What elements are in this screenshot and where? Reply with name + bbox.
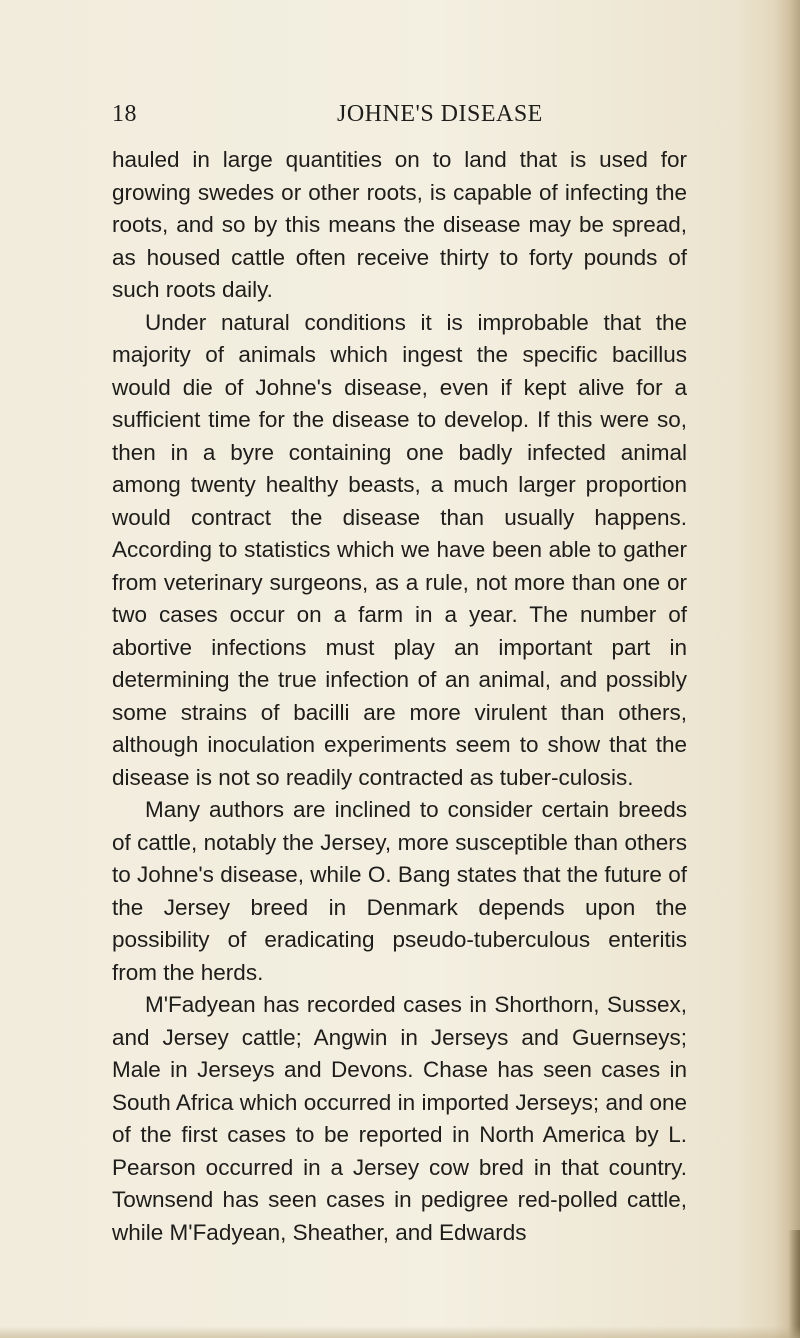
page-edge-stain — [788, 1230, 800, 1338]
paragraph-4: M'Fadyean has recorded cases in Shorthorn, Sussex, and Jersey cattle; Angwin in Jerseys and Guernseys; Male in Jerseys and Devons. Chase has seen cases in South Africa which occurred in imported Jerseys; and one of the first cases to be reported in North America by L. Pearson occurred in a Jersey cow bred in that country. Townsend has seen cases in pedigree red-polled cattle, while M'Fadyean, Sheather, and Edwards — [112, 992, 687, 1245]
paragraph-1: hauled in large quantities on to land that is used for growing swedes or other roots, is capable of infecting the roots, and so by this means the disease may be spread, as housed cattle often receive thirty to forty pounds of such roots daily. — [112, 147, 687, 302]
page-number: 18 — [112, 101, 137, 127]
paragraph-3: Many authors are inclined to consider certain breeds of cattle, notably the Jersey, more susceptible than others to Johne's disease, while O. Bang states that the future of the Jersey breed in Denmark depends upon the possibility of eradicating pseudo-tuberculous enteritis from the herds. — [112, 797, 687, 985]
body-text — [112, 144, 687, 1249]
running-head: JOHNE'S DISEASE — [337, 101, 543, 127]
page-header — [112, 97, 688, 131]
paragraph-2: Under natural conditions it is improbable that the majority of animals which ingest the specific bacillus would die of Johne's disease, even if kept alive for a sufficient time for the disease to develop. If this were so, then in a byre containing one badly infected animal among twenty healthy beasts, a much larger proportion would contract the disease than usually happens. According to statistics which we have been able to gather from veterinary surgeons, as a rule, not more than one or two cases occur on a farm in a year. The number of abortive infections must play an important part in determining the true infection of an animal, and possibly some strains of bacilli are more virulent than others, although inoculation experiments seem to show that the disease is not so readily contracted as tuber-culosis. — [112, 309, 687, 790]
page-bottom-edge — [0, 1326, 800, 1338]
page-edge-shadow — [774, 0, 800, 1338]
